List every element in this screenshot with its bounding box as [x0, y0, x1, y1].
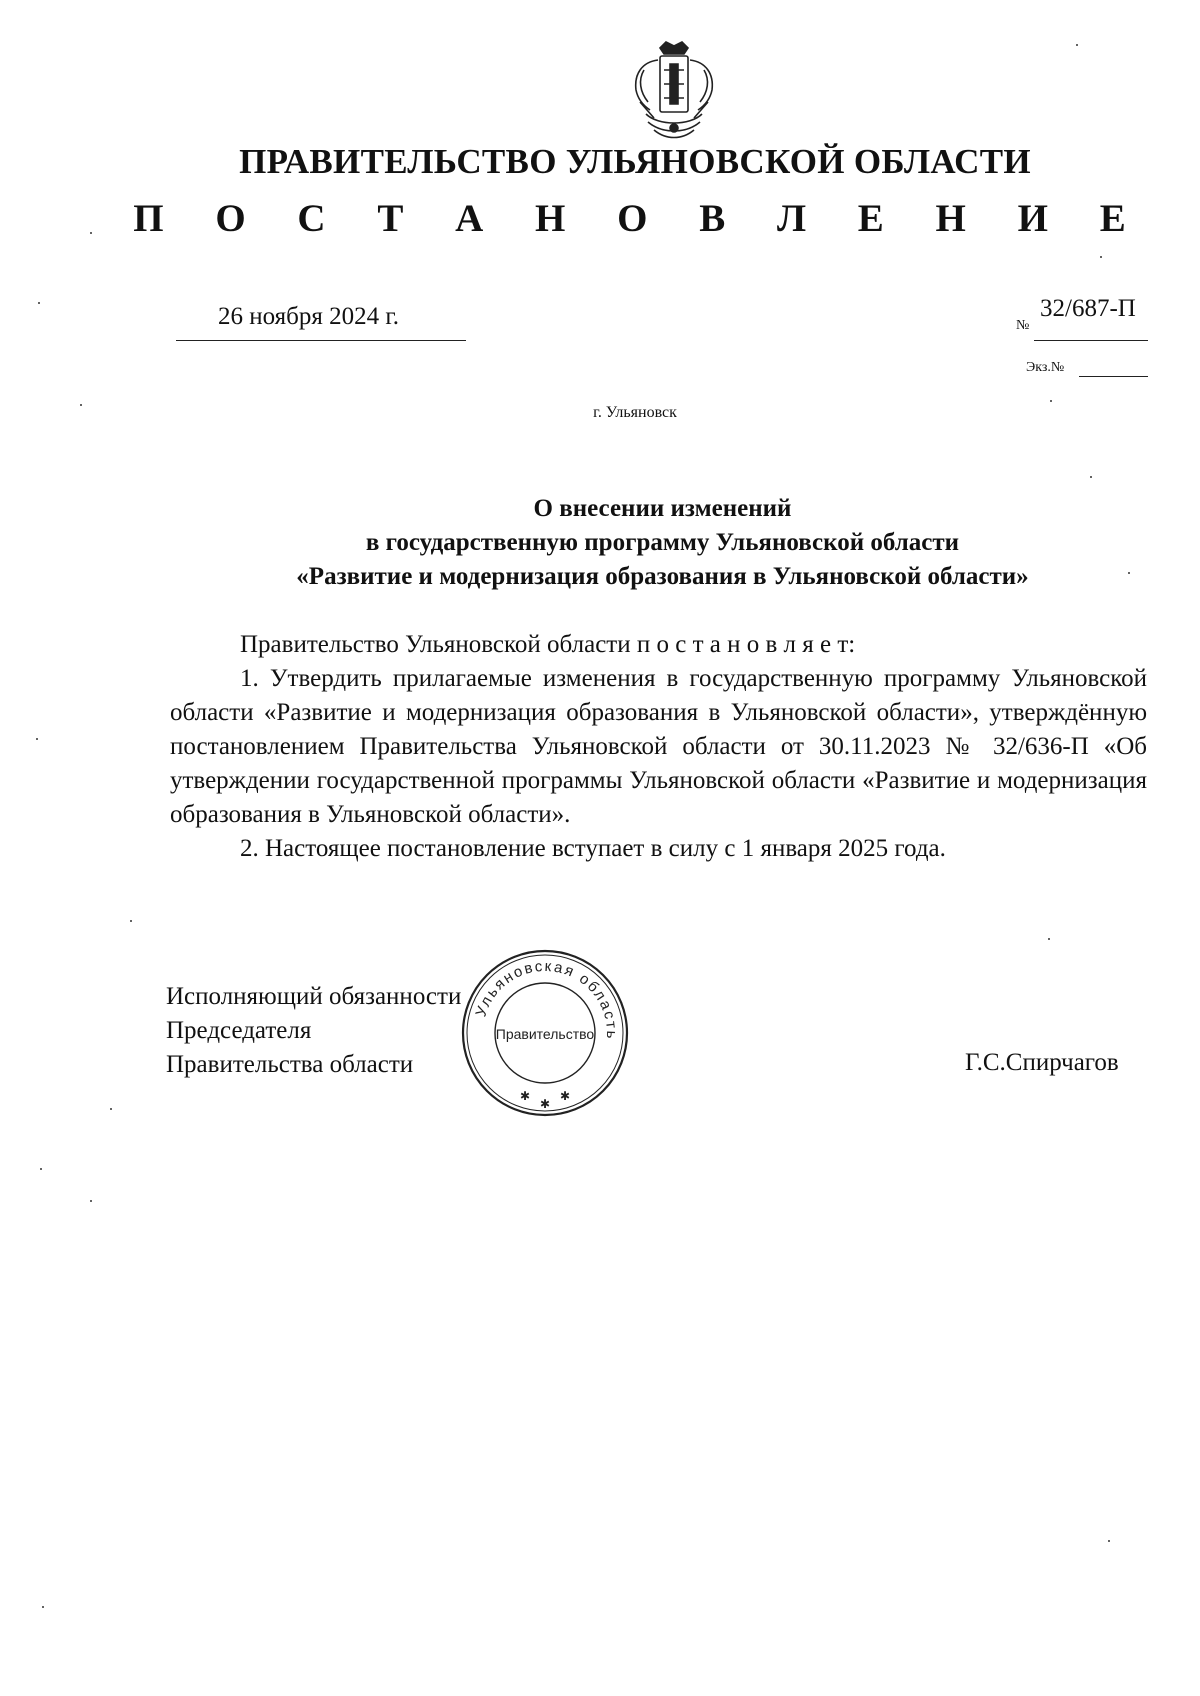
- title-line-3: «Развитие и модернизация образования в Ульяновской области»: [296, 563, 1029, 590]
- seal-center-text: Правительство: [495, 1026, 595, 1042]
- title-line-1: О внесении изменений: [533, 495, 792, 522]
- seal-star-right-icon: ✱: [560, 1089, 571, 1103]
- document-number: 32/687-П: [1040, 295, 1136, 322]
- signer-name: Г.С.Спирчагов: [965, 1049, 1119, 1076]
- intro-lead: Правительство Ульяновской области: [240, 631, 631, 658]
- signature-position-line-3: Правительства области: [166, 1051, 414, 1078]
- document-title: [170, 492, 1130, 594]
- intro-paragraph: [170, 628, 1147, 662]
- document-body: [170, 628, 1147, 866]
- seal-ring-text: Ульяновская область: [472, 957, 621, 1041]
- official-seal-stamp: [460, 948, 630, 1118]
- seal-star-center-icon: ✱: [540, 1097, 551, 1111]
- document-type-heading: П О С Т А Н О В Л Е Н И Е: [133, 197, 1147, 240]
- organization-heading: ПРАВИТЕЛЬСТВО УЛЬЯНОВСКОЙ ОБЛАСТИ: [239, 142, 1031, 181]
- copy-number-label: Экз.№: [1026, 360, 1065, 375]
- signature-position-line-2: Председателя: [166, 1017, 312, 1044]
- title-line-2: в государственную программу Ульяновской области: [365, 529, 960, 556]
- city: г. Ульяновск: [593, 404, 677, 421]
- item-1: 1. Утвердить прилагаемые изменения в государственную программу Ульяновской области «Развитие и модернизация образования в Ульяновской области», утверждённую постановлением Правительства Ульяновской области от 30.11.2023 № 32/636-П «Об утверждении государственной программы Ульяновской области «Развитие и модернизация образования в Ульяновской области».: [170, 665, 1147, 828]
- item-2: 2. Настоящее постановление вступает в силу с 1 января 2025 года.: [240, 835, 946, 862]
- document-date: 26 ноября 2024 г.: [218, 303, 400, 330]
- intro-verb: п о с т а н о в л я е т:: [636, 631, 856, 658]
- number-prefix: №: [1016, 318, 1030, 333]
- coat-of-arms-icon: [624, 40, 724, 144]
- date-underline: [176, 340, 466, 341]
- signature-position-line-1: Исполняющий обязанности: [166, 983, 462, 1010]
- copy-number-underline: [1079, 376, 1148, 377]
- signature-block: [166, 980, 461, 1082]
- number-underline: [1034, 340, 1148, 341]
- seal-star-left-icon: ✱: [520, 1089, 531, 1103]
